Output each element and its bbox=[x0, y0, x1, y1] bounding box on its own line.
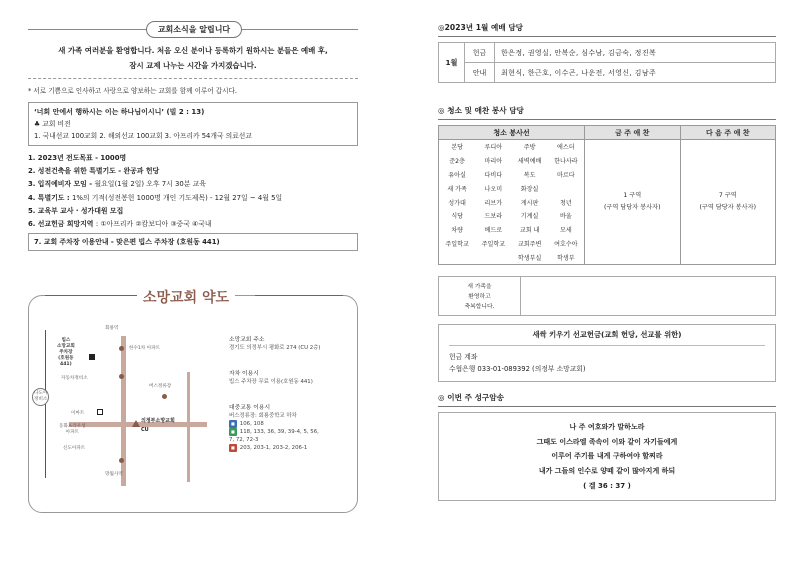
bus-badge-icon: ■ bbox=[231, 429, 235, 434]
next-week-note: (구역 담당자 봉사자) bbox=[699, 204, 757, 212]
bus-title: 대중교통 이용시 bbox=[229, 405, 271, 411]
next-week-duty bbox=[680, 140, 776, 265]
label-cu: CU bbox=[141, 427, 149, 433]
bus-line-row: ■ 118, 133, 36, 39, 39-4, 5, 56, 7, 72, 72-3 bbox=[229, 429, 319, 443]
cleaning-grid-item: 바울 bbox=[559, 213, 572, 221]
account-number: 수협은행 033-01-089392 (의정부 소망교회) bbox=[449, 365, 586, 374]
cleaning-grid-item: 에스더 bbox=[557, 144, 575, 152]
cleaning-grid-item: 모세 bbox=[559, 227, 572, 235]
road-main bbox=[121, 336, 126, 486]
cleaning-grid-row bbox=[439, 250, 584, 264]
label-church: 의정부소망교회 bbox=[141, 418, 175, 424]
bus-line-row: ■ 203, 203-1, 203-2, 206-1 bbox=[231, 445, 308, 451]
apt-icon bbox=[119, 346, 124, 351]
address-text: 경기도 의정부시 평화로 274 (CU 2층) bbox=[229, 345, 321, 351]
map-bus-info bbox=[229, 404, 319, 452]
col-header: 다 음 주 애 찬 bbox=[680, 126, 776, 140]
cleaning-grid-item: 주일학교 bbox=[481, 240, 506, 248]
recite-box bbox=[438, 412, 776, 501]
cleaning-grid-item: 리브가 bbox=[484, 199, 503, 207]
worship-title: ◎2023년 1월 예배 담당 bbox=[438, 22, 776, 37]
cleaning-grid-item: 교회주변 bbox=[517, 240, 542, 248]
verse-quote: ‘너희 안에서 행하시는 이는 하나님이시니’ (빌 2 : 13) bbox=[34, 108, 205, 116]
cleaning-grid bbox=[439, 140, 584, 264]
label-car: 자동차정비소 bbox=[61, 376, 88, 381]
vision-label: ♣ 교회 비전 bbox=[34, 120, 71, 128]
cleaning-grid-item: 유아실 bbox=[448, 171, 466, 179]
cleaning-grid-row bbox=[439, 140, 584, 154]
shop-icon bbox=[119, 374, 124, 379]
cleaning-grid-row bbox=[439, 195, 584, 209]
cleaning-grid-cell bbox=[439, 140, 585, 265]
cleaning-grid-row bbox=[439, 154, 584, 168]
cleaning-grid-item: 본당 bbox=[451, 144, 464, 152]
cleaning-grid-item: 여호수아 bbox=[554, 240, 578, 248]
busstop-icon bbox=[162, 394, 167, 399]
this-week-duty bbox=[585, 140, 681, 265]
map-address-info bbox=[229, 336, 320, 352]
this-week-note: (구역 담당자 봉사자) bbox=[603, 204, 661, 212]
account-label: 헌금 계좌 bbox=[449, 353, 478, 362]
recite-reference: ( 겔 36 : 37 ) bbox=[583, 481, 631, 490]
recite-line: 이루어 주기를 내게 구하여야 할찌라 bbox=[551, 452, 663, 461]
greeting-note: * 서로 기쁨으로 인사하고 사랑으로 양보하는 교회를 함께 이루어 갑시다. bbox=[28, 87, 237, 95]
cleaning-grid-row bbox=[439, 168, 584, 182]
worship-names: 최현식, 한근호, 이수곤, 나운전, 서영신, 김남주 bbox=[495, 63, 776, 83]
cleaning-grid-item: 복도 bbox=[523, 171, 536, 179]
cleaning-grid-item: 학생부 bbox=[557, 254, 575, 262]
bus-icon bbox=[97, 409, 103, 415]
recite-line: 그때도 이스라엘 족속이 이와 같이 자기들에게 bbox=[536, 437, 678, 446]
cleaning-grid-row bbox=[439, 181, 584, 195]
welcome-message bbox=[28, 43, 358, 73]
cleaning-grid-item: 화장실 bbox=[520, 185, 539, 193]
next-week-group: 7 구역 bbox=[718, 192, 737, 200]
label-vips: 빕스 소망교회 주차장 (호원동 441) bbox=[57, 338, 75, 367]
worship-category: 안내 bbox=[465, 63, 495, 83]
cleaning-grid-item: 마리아 bbox=[484, 158, 503, 166]
col-header: 금 주 애 찬 bbox=[585, 126, 681, 140]
bus-badge-icon: ■ bbox=[231, 421, 235, 426]
mission-title: 새싹 키우기 선교헌금(교회 헌당, 선교를 위한) bbox=[449, 329, 765, 346]
cleaning-grid-item: 다비다 bbox=[484, 171, 503, 179]
news-item: 6. 선교헌금 희망지역 : ①아프리카 ②캄보디아 ③중국 ④국내 bbox=[28, 220, 212, 229]
cleaning-grid-item: 새벽예배 bbox=[517, 158, 542, 166]
map-car-info bbox=[229, 370, 313, 386]
divider bbox=[45, 295, 137, 296]
cleaning-grid-item: 루디아 bbox=[484, 144, 503, 152]
news-item: 1. 2023년 전도목표 - 1000명 bbox=[28, 154, 127, 162]
cleaning-grid-item bbox=[439, 250, 475, 264]
left-column bbox=[28, 18, 358, 251]
church-map bbox=[28, 290, 358, 513]
mission-offering-box bbox=[438, 324, 776, 382]
cleaning-grid-item: 성가대 bbox=[448, 199, 466, 207]
label-station: 신도아파트 bbox=[63, 446, 86, 451]
cleaning-grid-item: 준2층 bbox=[449, 158, 465, 166]
parking-notice: 7. 교회 주차장 이용안내 - 맞은편 빕스 주차장 (호원동 441) bbox=[28, 233, 358, 251]
table-row bbox=[439, 140, 776, 265]
verse-box bbox=[28, 102, 358, 146]
cleaning-grid-item: 주일학교 bbox=[445, 240, 469, 248]
worship-category: 헌금 bbox=[465, 43, 495, 63]
map-title: 소망교회 약도 bbox=[137, 287, 235, 307]
label-busstop: 버스정류장 bbox=[149, 384, 172, 389]
label-left-tag: 나도야 정비소 bbox=[32, 388, 49, 406]
news-item: 3. 입직예비자 모임 - 월요일(1월 2일) 오후 7시 30분 교육 bbox=[28, 180, 206, 189]
cleaning-grid-item: 베드로 bbox=[484, 227, 503, 235]
news-item: 4. 특별기도 : 1%의 기적(성전봉헌 1000명 개인 기도제목) - 12월 27일 ~ 4월 5일 bbox=[28, 193, 283, 202]
church-icon bbox=[132, 420, 140, 427]
label-north: 회룡역 bbox=[105, 326, 119, 331]
welcome-line: 잠시 교제 나누는 시간을 가지겠습니다. bbox=[129, 61, 257, 70]
col-header: 청소 봉사선 bbox=[439, 126, 585, 140]
cleaning-grid-item: 새 가족 bbox=[447, 185, 467, 193]
table-row bbox=[439, 43, 776, 63]
news-header-title: 교회소식을 알립니다 bbox=[146, 21, 242, 38]
cleaning-grid-item: 게시판 bbox=[520, 199, 539, 207]
cleaning-grid-item: 차량 bbox=[451, 227, 464, 235]
parking-icon bbox=[89, 354, 95, 360]
this-week-group: 1 구역 bbox=[623, 192, 642, 200]
cleaning-grid-item: 드보라 bbox=[484, 213, 503, 221]
cleaning-table bbox=[438, 125, 776, 265]
cleaning-grid-item: 청년 bbox=[559, 199, 572, 207]
cleaning-grid-item: 주방 bbox=[523, 144, 536, 152]
news-list bbox=[28, 152, 358, 231]
bus-badge-icon: ■ bbox=[231, 445, 235, 450]
recite-line: 내가 그들의 인수로 양떼 같이 많아지게 하되 bbox=[538, 466, 676, 475]
cleaning-grid-item: 학생부실 bbox=[517, 254, 542, 262]
cleaning-grid-item: 식당 bbox=[451, 213, 464, 221]
news-item: 2. 성전건축을 위한 특별기도 - 완공과 헌당 bbox=[28, 167, 160, 176]
cleaning-grid-item: 교회 내 bbox=[519, 227, 540, 235]
cleaning-grid-item: 한나사라 bbox=[554, 158, 578, 166]
cleaning-grid-item: 마르다 bbox=[557, 171, 575, 179]
new-family-box bbox=[438, 276, 776, 316]
table-row bbox=[439, 63, 776, 83]
address-title: 소망교회 주소 bbox=[229, 337, 265, 343]
cleaning-grid-item bbox=[548, 181, 584, 195]
cleaning-title: ◎ 청소 및 애찬 봉사 담당 bbox=[438, 105, 776, 120]
divider bbox=[255, 295, 343, 296]
right-column bbox=[438, 22, 776, 501]
car-title: 자차 이용시 bbox=[229, 371, 259, 377]
car-text: 빕스 주차장 무료 이용(호원동 441) bbox=[229, 379, 313, 385]
bus-stop-text: 버스정류장: 회룡중학교 하차 bbox=[229, 413, 297, 419]
recite-line: 나 주 여호와가 말하노라 bbox=[569, 423, 645, 432]
table-header-row bbox=[439, 126, 776, 140]
bus-line-row: ■ 106, 108 bbox=[231, 421, 264, 427]
divider bbox=[28, 78, 358, 79]
label-south: 망월사역 bbox=[105, 472, 123, 477]
road-side bbox=[187, 372, 190, 482]
label-apt: 한수1차 아파트 bbox=[129, 346, 161, 351]
news-header bbox=[28, 18, 358, 40]
worship-table bbox=[438, 42, 776, 83]
welcome-line: 새 가족 여러분을 환영합니다. 처음 오신 분이나 등록하기 원하시는 분들은 예배 후, bbox=[58, 46, 328, 55]
cleaning-grid-item: 기계실 bbox=[520, 213, 539, 221]
news-item: 5. 교육부 교사 · 성가대원 모집 bbox=[28, 206, 124, 215]
cleaning-grid-row bbox=[439, 223, 584, 237]
recite-title: ◎ 이번 주 성구암송 bbox=[438, 392, 776, 407]
cleaning-grid-row bbox=[439, 237, 584, 251]
cleaning-grid-row bbox=[439, 209, 584, 223]
vision-text: 1. 국내선교 100교회 2. 해외선교 100교회 3. 아프리카 54개국 의료선교 bbox=[34, 132, 252, 140]
label-mart: 이마트 bbox=[71, 411, 85, 416]
worship-names: 한은정, 권영실, 안복순, 심수남, 김금숙, 정진복 bbox=[495, 43, 776, 63]
cleaning-grid-item bbox=[475, 250, 511, 264]
worship-month: 1월 bbox=[439, 43, 465, 83]
label-apt2: 동화프라우성 아파트 bbox=[59, 424, 86, 435]
new-family-label: 새 가족을 환영하고 축복합니다. bbox=[439, 277, 521, 315]
apt-icon bbox=[119, 458, 124, 463]
cleaning-grid-item: 나오미 bbox=[484, 185, 503, 193]
